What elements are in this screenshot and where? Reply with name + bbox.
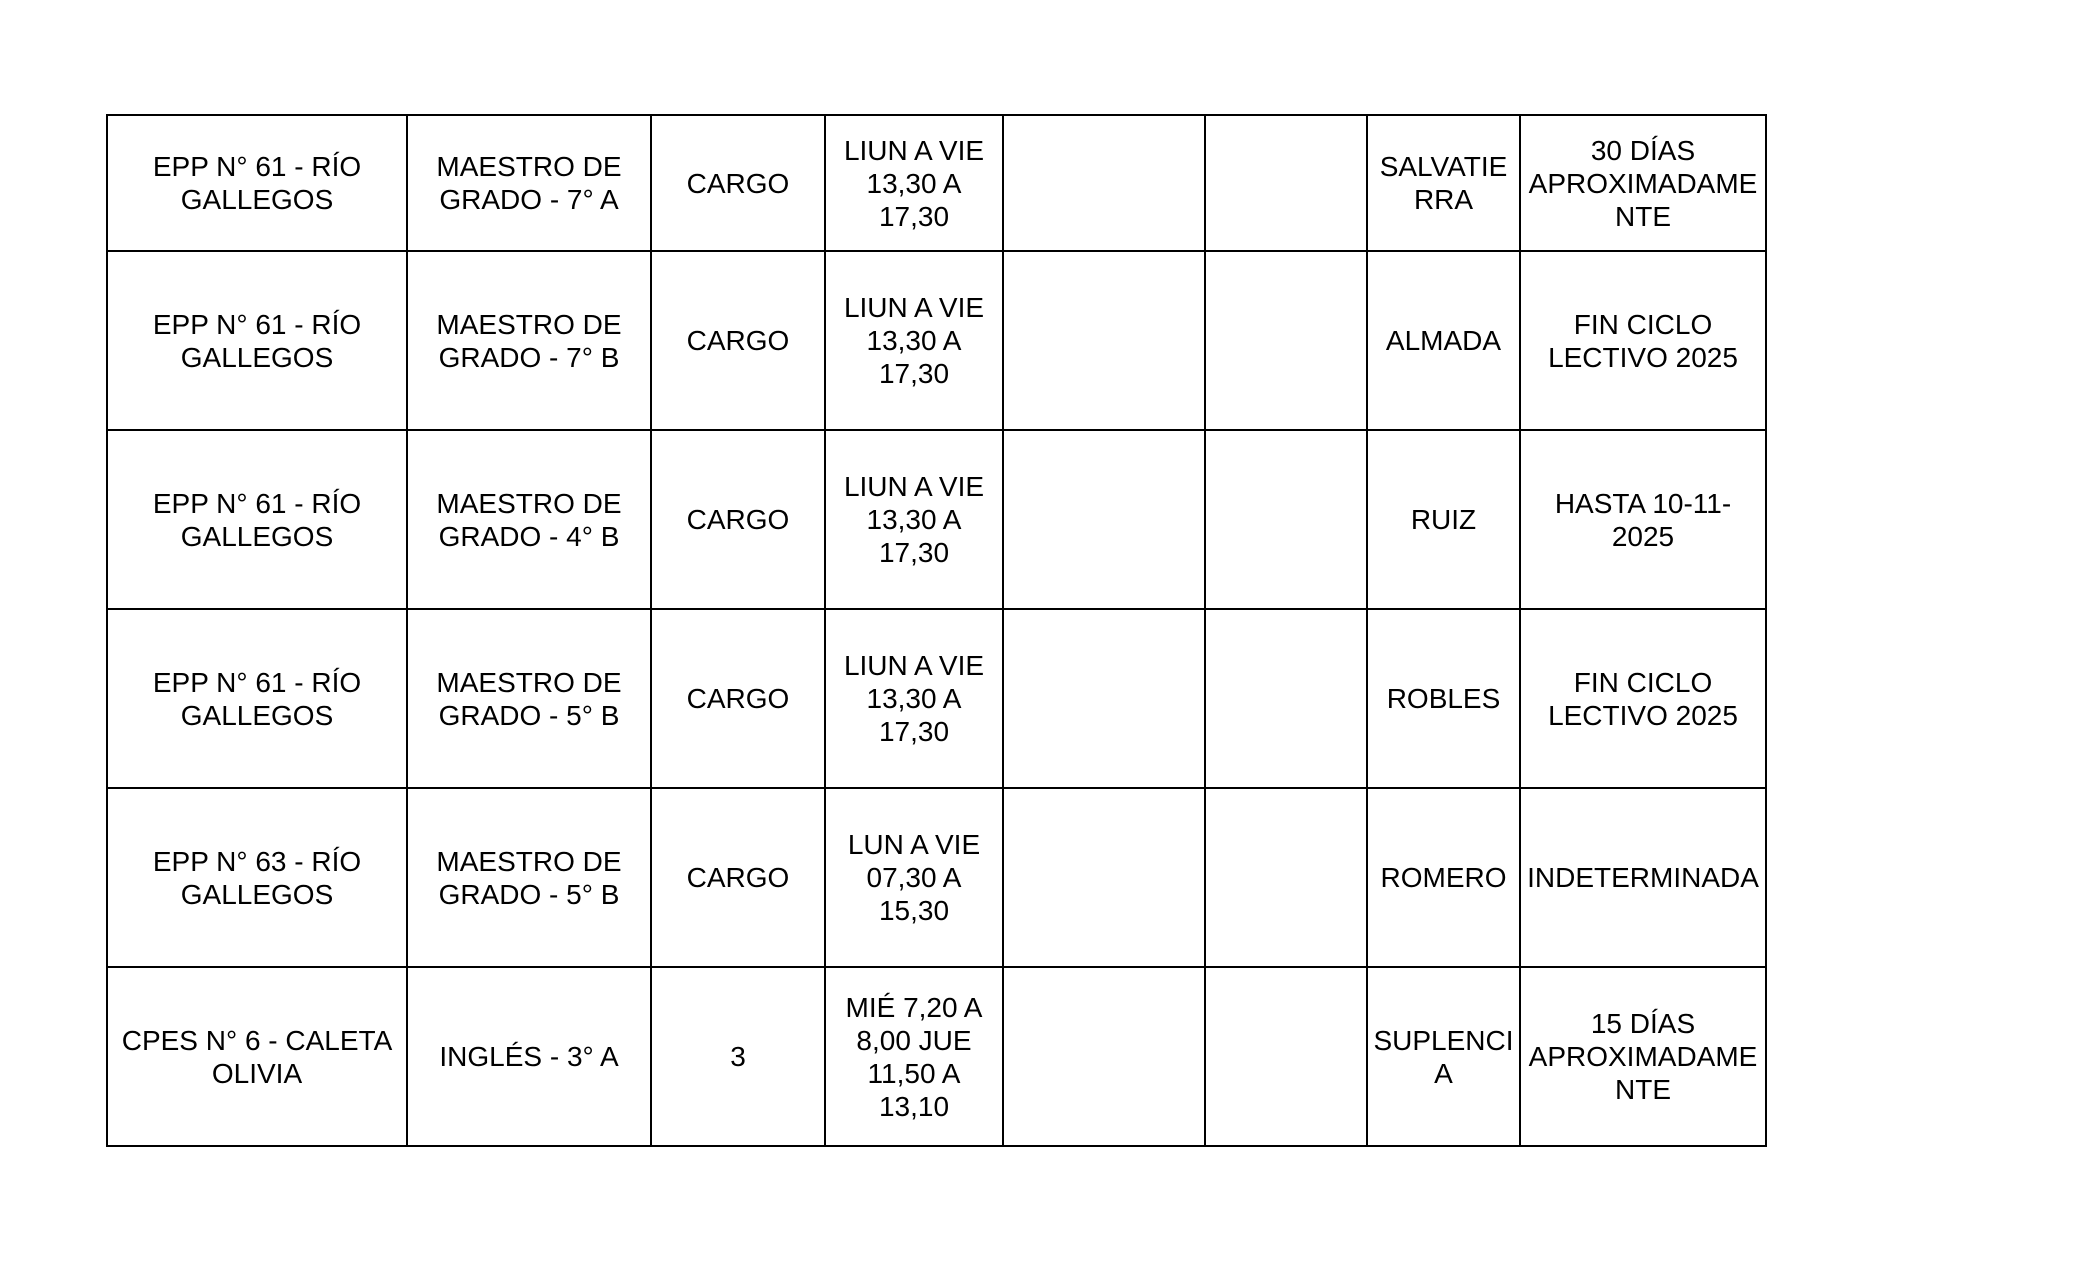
blank-cell bbox=[1205, 788, 1367, 967]
reason-cell: RUIZ bbox=[1367, 430, 1520, 609]
schedule-cell: MIÉ 7,20 A 8,00 JUE 11,50 A 13,10 bbox=[825, 967, 1003, 1146]
schedule-cell: LUN A VIE 07,30 A 15,30 bbox=[825, 788, 1003, 967]
position-cell: MAESTRO DE GRADO - 5° B bbox=[407, 609, 651, 788]
type-cell: CARGO bbox=[651, 788, 825, 967]
school-cell: EPP N° 61 - RÍO GALLEGOS bbox=[107, 609, 407, 788]
reason-cell: SALVATIE RRA bbox=[1367, 115, 1520, 251]
schedule-cell: LIUN A VIE 13,30 A 17,30 bbox=[825, 430, 1003, 609]
schedule-cell: LIUN A VIE 13,30 A 17,30 bbox=[825, 251, 1003, 430]
duration-cell: FIN CICLO LECTIVO 2025 bbox=[1520, 609, 1766, 788]
blank-cell bbox=[1205, 967, 1367, 1146]
reason-cell: ROBLES bbox=[1367, 609, 1520, 788]
school-cell: EPP N° 61 - RÍO GALLEGOS bbox=[107, 430, 407, 609]
position-cell: MAESTRO DE GRADO - 4° B bbox=[407, 430, 651, 609]
table-row bbox=[107, 788, 1766, 967]
table-row bbox=[107, 251, 1766, 430]
school-cell: EPP N° 63 - RÍO GALLEGOS bbox=[107, 788, 407, 967]
school-cell: CPES N° 6 - CALETA OLIVIA bbox=[107, 967, 407, 1146]
blank-cell bbox=[1003, 609, 1205, 788]
table-row bbox=[107, 430, 1766, 609]
duration-cell: FIN CICLO LECTIVO 2025 bbox=[1520, 251, 1766, 430]
type-cell: CARGO bbox=[651, 430, 825, 609]
blank-cell bbox=[1205, 115, 1367, 251]
vacancies-table bbox=[106, 114, 1767, 1147]
school-cell: EPP N° 61 - RÍO GALLEGOS bbox=[107, 251, 407, 430]
type-cell: CARGO bbox=[651, 609, 825, 788]
blank-cell bbox=[1205, 430, 1367, 609]
duration-cell: INDETERMINADA bbox=[1520, 788, 1766, 967]
duration-cell: 30 DÍAS APROXIMADAME NTE bbox=[1520, 115, 1766, 251]
blank-cell bbox=[1205, 609, 1367, 788]
position-cell: MAESTRO DE GRADO - 5° B bbox=[407, 788, 651, 967]
type-cell: CARGO bbox=[651, 115, 825, 251]
blank-cell bbox=[1003, 967, 1205, 1146]
blank-cell bbox=[1003, 788, 1205, 967]
school-cell: EPP N° 61 - RÍO GALLEGOS bbox=[107, 115, 407, 251]
blank-cell bbox=[1003, 251, 1205, 430]
schedule-cell: LIUN A VIE 13,30 A 17,30 bbox=[825, 115, 1003, 251]
type-cell: CARGO bbox=[651, 251, 825, 430]
reason-cell: ROMERO bbox=[1367, 788, 1520, 967]
blank-cell bbox=[1003, 430, 1205, 609]
table-row bbox=[107, 115, 1766, 251]
table-row bbox=[107, 967, 1766, 1146]
blank-cell bbox=[1205, 251, 1367, 430]
schedule-cell: LIUN A VIE 13,30 A 17,30 bbox=[825, 609, 1003, 788]
position-cell: INGLÉS - 3° A bbox=[407, 967, 651, 1146]
duration-cell: 15 DÍAS APROXIMADAME NTE bbox=[1520, 967, 1766, 1146]
table-row bbox=[107, 609, 1766, 788]
position-cell: MAESTRO DE GRADO - 7° B bbox=[407, 251, 651, 430]
reason-cell: ALMADA bbox=[1367, 251, 1520, 430]
reason-cell: SUPLENCI A bbox=[1367, 967, 1520, 1146]
duration-cell: HASTA 10-11-2025 bbox=[1520, 430, 1766, 609]
blank-cell bbox=[1003, 115, 1205, 251]
position-cell: MAESTRO DE GRADO - 7° A bbox=[407, 115, 651, 251]
type-cell: 3 bbox=[651, 967, 825, 1146]
